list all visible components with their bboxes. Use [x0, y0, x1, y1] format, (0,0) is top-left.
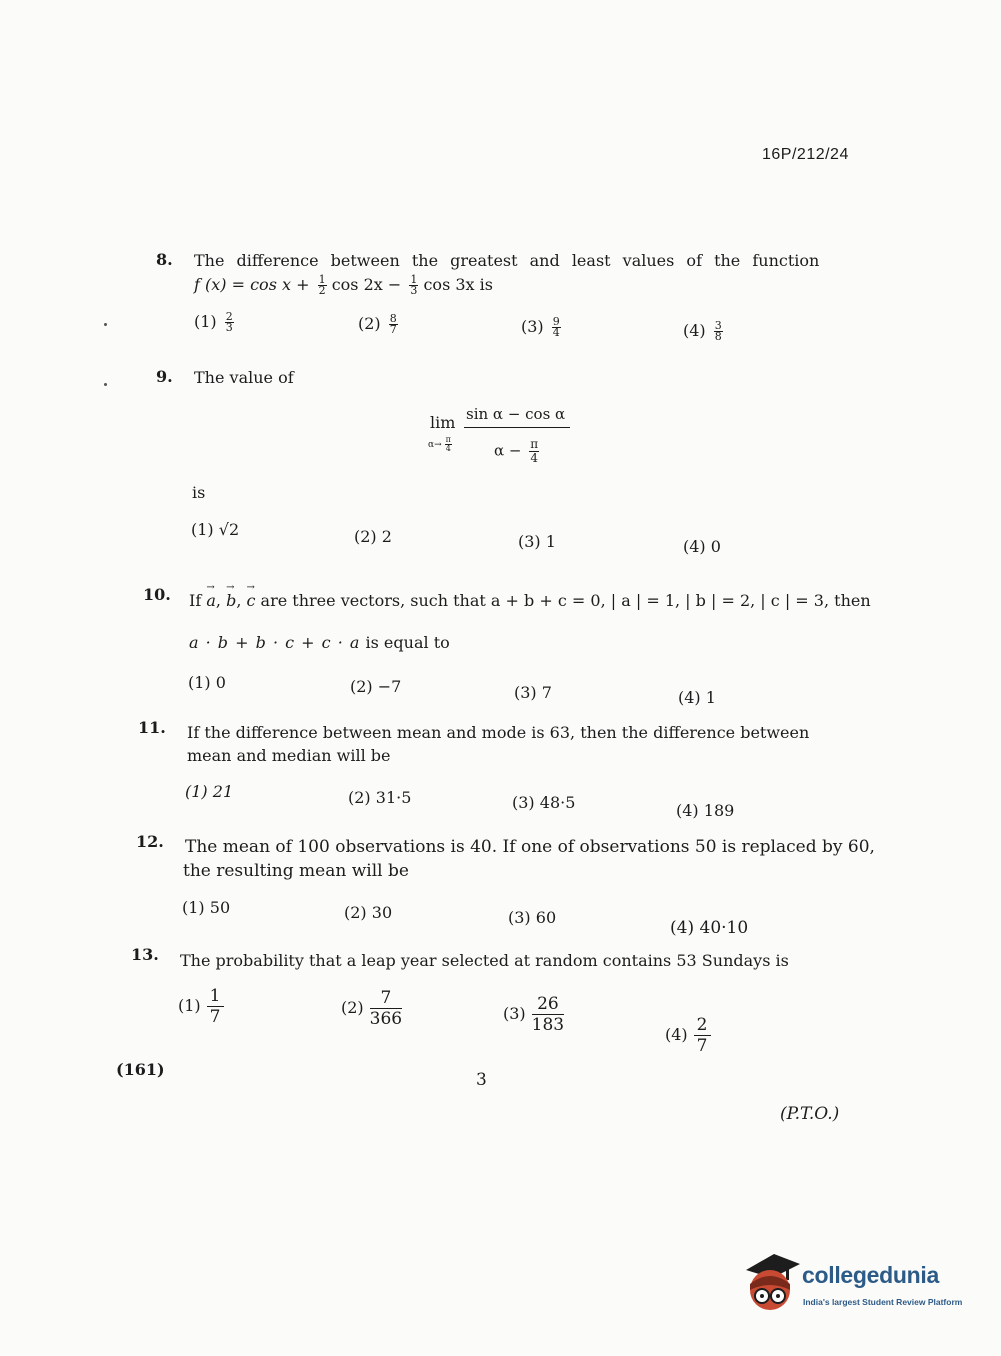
option-3: (3) $\frac{26}{183}$: [503, 994, 565, 1035]
question-number: 11.: [138, 718, 166, 737]
lim-subscript: α→ $\frac{\pi}{4}$: [428, 435, 451, 453]
brand-name: collegedunia: [802, 1262, 939, 1288]
question-text: The value of: [194, 368, 294, 387]
question-formula: f (x) = cos x + $\frac{1}{2}$ cos 2x − $\frac{1}{3}$ cos 3x is: [194, 273, 493, 297]
question-text: The mean of 100 observations is 40. If one of observations 50 is replaced by 60,: [185, 837, 875, 857]
question-text-line2: the resulting mean will be: [183, 861, 409, 881]
option-4: (4) 189: [676, 801, 735, 820]
question-number: 13.: [131, 945, 159, 964]
option-1: (1) $\frac{2}{3}$: [194, 310, 233, 334]
lim-label: lim: [430, 413, 456, 432]
question-text: The probability that a leap year selected at random contains 53 Sundays is: [180, 951, 789, 970]
fraction: $\frac{1}{3}$: [410, 273, 418, 297]
paper-code: 16P/212/24: [762, 146, 849, 163]
fraction-bar: [464, 427, 570, 428]
option-2: (2) 30: [344, 903, 393, 922]
option-1: (1) 21: [185, 782, 234, 801]
option-2: (2) $\frac{7}{366}$: [341, 988, 403, 1029]
option-3: (3) 1: [518, 532, 556, 551]
booklet-code: (161): [116, 1060, 165, 1079]
option-3: (3) 48·5: [512, 793, 576, 812]
limit-denominator: α − $\frac{\pi}{4}$: [494, 437, 539, 465]
question-text: If → a, → b, → c are three vectors, such that a + b + c = 0, | a | = 1, | b | = 2, | c | = 3, then: [189, 590, 871, 612]
option-4: (4) 40·10: [670, 918, 749, 938]
option-3: (3) $\frac{9}{4}$: [521, 315, 560, 339]
brand-tagline: India's largest Student Review Platform: [803, 1297, 963, 1307]
page-number: 3: [476, 1070, 487, 1090]
option-1: (1) 50: [182, 898, 231, 917]
option-2: (2) $\frac{8}{7}$: [358, 312, 397, 336]
pto-label: (P.T.O.): [780, 1104, 840, 1124]
limit-numerator: sin α − cos α: [466, 405, 566, 423]
option-4: (4) $\frac{2}{7}$: [665, 1015, 711, 1056]
option-1: (1) 0: [188, 673, 226, 692]
question-number: 12.: [136, 832, 164, 851]
question-suffix: is: [192, 483, 206, 502]
question-number: 9.: [156, 367, 173, 386]
option-1: (1) √2: [191, 520, 240, 539]
option-4: (4) 1: [678, 688, 716, 707]
fraction: $\frac{1}{2}$: [318, 273, 326, 297]
question-text-line2: mean and median will be: [187, 746, 391, 765]
option-2: (2) 2: [354, 527, 392, 546]
question-text: The difference between the greatest and least values of the function: [194, 251, 820, 270]
question-number: 8.: [156, 250, 173, 269]
option-4: (4) $\frac{3}{8}$: [683, 319, 722, 343]
option-3: (3) 7: [514, 683, 552, 702]
scan-speck: [104, 323, 107, 326]
option-3: (3) 60: [508, 908, 557, 927]
option-1: (1) $\frac{1}{7}$: [178, 986, 224, 1027]
limit-expression: [426, 402, 586, 478]
scan-speck: [104, 383, 107, 386]
question-number: 10.: [143, 585, 171, 604]
option-4: (4) 0: [683, 537, 721, 556]
mascot-icon: [740, 1250, 804, 1320]
option-2: (2) 31·5: [348, 788, 412, 807]
option-2: (2) −7: [350, 677, 402, 696]
question-text: If the difference between mean and mode is 63, then the difference between: [187, 723, 810, 742]
question-expression: a · b + b · c + c · a is equal to: [189, 633, 450, 652]
